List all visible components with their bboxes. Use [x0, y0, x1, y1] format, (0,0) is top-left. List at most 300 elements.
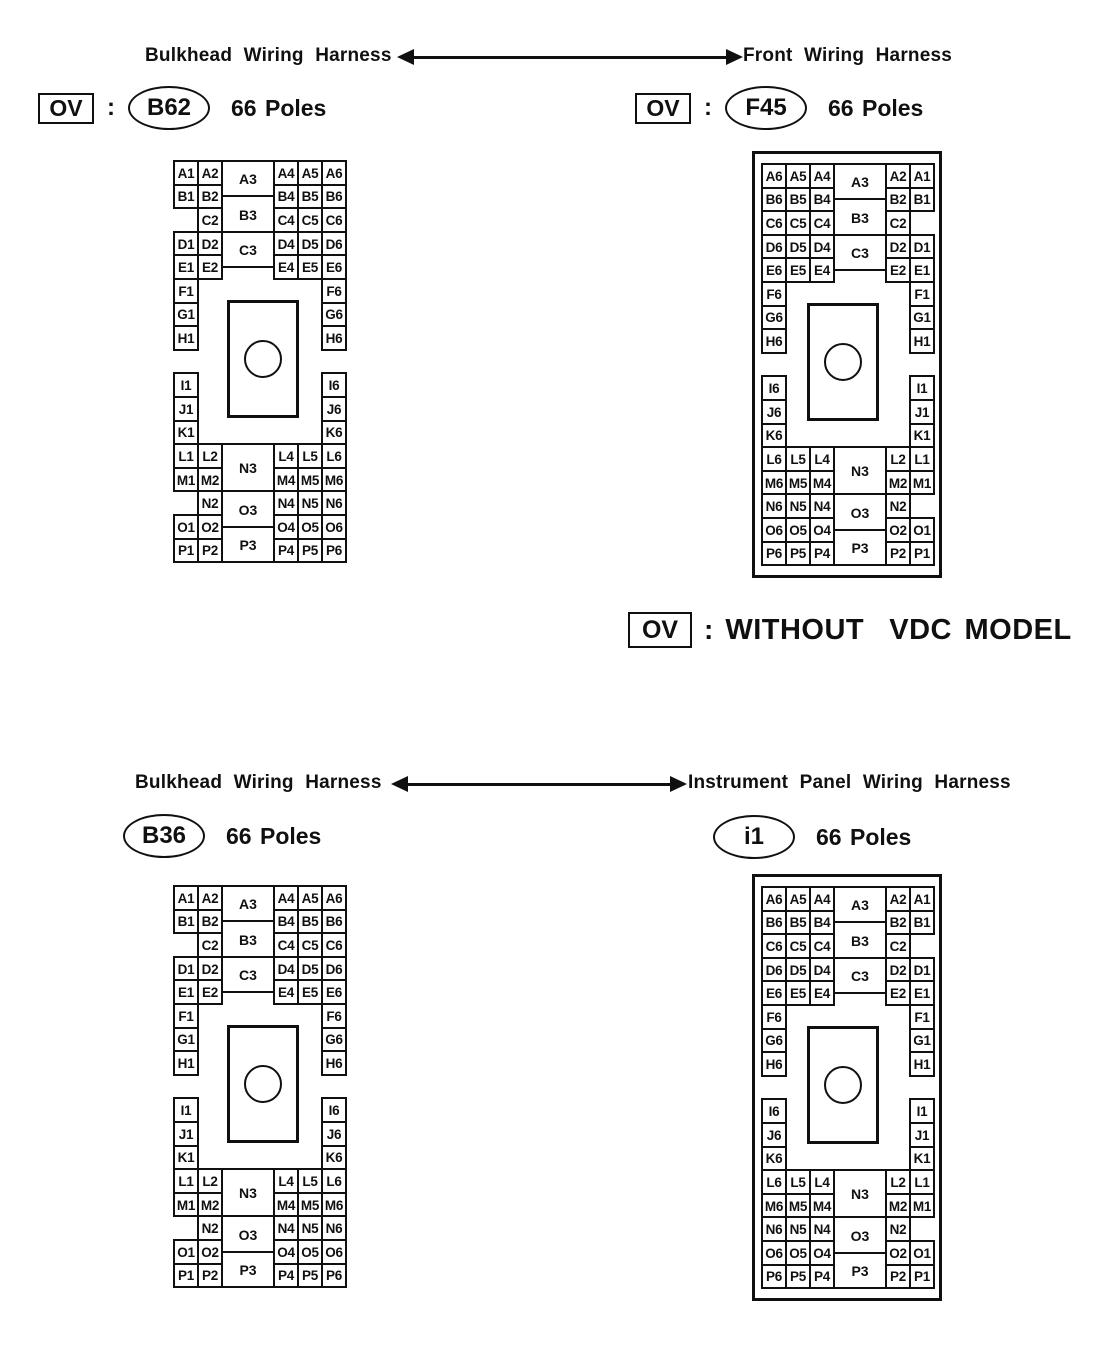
pin-f6: F6	[761, 281, 787, 307]
pin-a6: A6	[761, 886, 787, 912]
pin-j1: J1	[173, 1121, 199, 1147]
pin-b6: B6	[761, 187, 787, 213]
pin-p2: P2	[197, 538, 223, 564]
pin-g6: G6	[761, 1028, 787, 1054]
pin-p5: P5	[297, 1263, 323, 1289]
bulkhead-harness-label-top: Bulkhead Wiring Harness	[145, 45, 392, 66]
pin-c6: C6	[321, 932, 347, 958]
pin-d2: D2	[885, 957, 911, 983]
pin-o6: O6	[761, 1240, 787, 1266]
pin-d4: D4	[273, 231, 299, 257]
pin-o2: O2	[197, 1239, 223, 1265]
pin-h6: H6	[761, 328, 787, 354]
connector-code-oval-b36: B36	[123, 814, 205, 858]
pin-l2: L2	[197, 443, 223, 469]
pin-c6: C6	[761, 210, 787, 236]
pin-g1: G1	[909, 1028, 935, 1054]
pin-p4: P4	[273, 1263, 299, 1289]
pin-o2: O2	[885, 1240, 911, 1266]
pin-i6: I6	[321, 372, 347, 398]
connector-code-oval-f45: F45	[725, 86, 807, 130]
pin-f1: F1	[909, 1004, 935, 1030]
pin-n2: N2	[197, 1215, 223, 1241]
pin-p2: P2	[885, 541, 911, 567]
pin-n4: N4	[273, 1215, 299, 1241]
pin-h6: H6	[761, 1051, 787, 1077]
pin-n4: N4	[273, 490, 299, 516]
guide-hole-circle	[824, 1066, 862, 1104]
pin-p5: P5	[785, 541, 811, 567]
pin-g1: G1	[173, 302, 199, 328]
poles-count-label: 66 Poles	[231, 94, 327, 121]
pin-o4: O4	[273, 514, 299, 540]
pin-b3: B3	[833, 921, 887, 958]
pin-b6: B6	[321, 909, 347, 935]
ov-variant-box: OV	[628, 612, 692, 648]
pin-l1: L1	[909, 446, 935, 472]
pin-o5: O5	[785, 517, 811, 543]
pin-n2: N2	[885, 493, 911, 519]
pin-n6: N6	[321, 490, 347, 516]
pin-p1: P1	[909, 1264, 935, 1290]
pin-h6: H6	[321, 1050, 347, 1076]
pin-j1: J1	[909, 399, 935, 425]
pin-e1: E1	[909, 980, 935, 1006]
pin-j1: J1	[909, 1122, 935, 1148]
pin-l4: L4	[809, 446, 835, 472]
pin-n3: N3	[833, 446, 887, 495]
pin-d1: D1	[909, 234, 935, 260]
pin-o1: O1	[173, 1239, 199, 1265]
pin-m1: M1	[909, 470, 935, 496]
pin-o5: O5	[297, 1239, 323, 1265]
pin-b4: B4	[809, 187, 835, 213]
pin-l5: L5	[785, 1169, 811, 1195]
pin-f1: F1	[173, 278, 199, 304]
pin-o2: O2	[885, 517, 911, 543]
pin-c4: C4	[809, 210, 835, 236]
pin-l5: L5	[297, 443, 323, 469]
pin-b1: B1	[173, 909, 199, 935]
instrument-panel-harness-label: Instrument Panel Wiring Harness	[688, 772, 1011, 793]
pin-d2: D2	[885, 234, 911, 260]
pin-b6: B6	[321, 184, 347, 210]
pin-a4: A4	[273, 160, 299, 186]
pin-d5: D5	[297, 956, 323, 982]
pin-d2: D2	[197, 956, 223, 982]
pin-n4: N4	[809, 493, 835, 519]
pin-a2: A2	[197, 885, 223, 911]
pin-i6: I6	[761, 375, 787, 401]
pin-m1: M1	[173, 1192, 199, 1218]
pin-c2: C2	[197, 932, 223, 958]
pin-k1: K1	[173, 420, 199, 446]
pin-d6: D6	[761, 957, 787, 983]
pin-e1: E1	[909, 257, 935, 283]
pin-a3: A3	[221, 885, 275, 922]
pin-a6: A6	[761, 163, 787, 189]
pin-a5: A5	[785, 886, 811, 912]
pin-p4: P4	[273, 538, 299, 564]
pin-l6: L6	[761, 1169, 787, 1195]
pin-b4: B4	[273, 909, 299, 935]
pin-e6: E6	[761, 980, 787, 1006]
pin-b5: B5	[297, 184, 323, 210]
double-headed-arrow-top	[412, 56, 728, 59]
pinout-grid-i1	[761, 886, 933, 1287]
pin-d1: D1	[909, 957, 935, 983]
guide-hole-circle	[824, 343, 862, 381]
pin-o3: O3	[221, 490, 275, 527]
pin-i6: I6	[321, 1097, 347, 1123]
pin-f6: F6	[321, 1003, 347, 1029]
pin-l5: L5	[297, 1168, 323, 1194]
pin-k1: K1	[909, 1146, 935, 1172]
pin-d2: D2	[197, 231, 223, 257]
pin-n5: N5	[785, 1216, 811, 1242]
colon-separator: :	[704, 94, 712, 121]
pin-e1: E1	[173, 979, 199, 1005]
pin-a1: A1	[909, 886, 935, 912]
connector-body-outline	[807, 1026, 879, 1144]
pin-a6: A6	[321, 160, 347, 186]
connector-code-oval-b62: B62	[128, 86, 210, 130]
pin-m5: M5	[785, 1193, 811, 1219]
pin-b4: B4	[809, 910, 835, 936]
pin-h6: H6	[321, 325, 347, 351]
pin-e5: E5	[785, 257, 811, 283]
pin-k1: K1	[909, 423, 935, 449]
pin-g6: G6	[321, 302, 347, 328]
pin-i1: I1	[173, 1097, 199, 1123]
pin-b4: B4	[273, 184, 299, 210]
pin-g6: G6	[321, 1027, 347, 1053]
pin-j6: J6	[321, 1121, 347, 1147]
pin-l6: L6	[761, 446, 787, 472]
pin-a1: A1	[173, 885, 199, 911]
pin-p3: P3	[221, 1251, 275, 1288]
pin-c5: C5	[785, 210, 811, 236]
pin-e4: E4	[273, 979, 299, 1005]
pin-l1: L1	[173, 443, 199, 469]
pin-o3: O3	[833, 1216, 887, 1253]
pin-n5: N5	[785, 493, 811, 519]
pin-o5: O5	[785, 1240, 811, 1266]
pin-e2: E2	[885, 257, 911, 283]
pin-p4: P4	[809, 1264, 835, 1290]
pin-m1: M1	[173, 467, 199, 493]
pin-l1: L1	[173, 1168, 199, 1194]
pinout-grid-b36	[173, 885, 345, 1286]
pin-f1: F1	[909, 281, 935, 307]
pin-p6: P6	[321, 1263, 347, 1289]
pin-e1: E1	[173, 254, 199, 280]
pin-l6: L6	[321, 1168, 347, 1194]
pin-a4: A4	[809, 886, 835, 912]
pin-e2: E2	[197, 254, 223, 280]
pin-o1: O1	[909, 517, 935, 543]
pin-b1: B1	[173, 184, 199, 210]
pin-o6: O6	[321, 514, 347, 540]
pin-a2: A2	[885, 163, 911, 189]
pin-c3: C3	[221, 956, 275, 993]
pin-i6: I6	[761, 1098, 787, 1124]
pin-f1: F1	[173, 1003, 199, 1029]
pin-p5: P5	[785, 1264, 811, 1290]
pin-c3: C3	[221, 231, 275, 268]
pin-l6: L6	[321, 443, 347, 469]
pin-c2: C2	[885, 210, 911, 236]
double-headed-arrow-bottom	[406, 783, 672, 786]
pin-g1: G1	[909, 305, 935, 331]
pin-k6: K6	[321, 1145, 347, 1171]
pin-c3: C3	[833, 234, 887, 271]
pin-a5: A5	[297, 885, 323, 911]
pin-l4: L4	[809, 1169, 835, 1195]
pin-i1: I1	[909, 1098, 935, 1124]
pin-a5: A5	[785, 163, 811, 189]
pin-b2: B2	[197, 909, 223, 935]
pin-j1: J1	[173, 396, 199, 422]
guide-hole-circle	[244, 1065, 282, 1103]
pin-k1: K1	[173, 1145, 199, 1171]
pin-h1: H1	[173, 1050, 199, 1076]
pin-g1: G1	[173, 1027, 199, 1053]
pin-m4: M4	[809, 470, 835, 496]
pin-b2: B2	[197, 184, 223, 210]
pinout-grid-f45	[761, 163, 933, 564]
connector-body-outline	[227, 300, 299, 418]
pin-b1: B1	[909, 910, 935, 936]
pin-a2: A2	[885, 886, 911, 912]
pin-n4: N4	[809, 1216, 835, 1242]
pin-i1: I1	[909, 375, 935, 401]
pin-n5: N5	[297, 490, 323, 516]
pin-o1: O1	[909, 1240, 935, 1266]
pin-p1: P1	[173, 1263, 199, 1289]
pin-c5: C5	[297, 932, 323, 958]
pin-p2: P2	[885, 1264, 911, 1290]
connector-code-oval-i1: i1	[713, 815, 795, 859]
pin-m6: M6	[321, 467, 347, 493]
pin-e4: E4	[809, 980, 835, 1006]
pin-l4: L4	[273, 443, 299, 469]
pin-e5: E5	[785, 980, 811, 1006]
pin-n2: N2	[885, 1216, 911, 1242]
pin-p6: P6	[761, 1264, 787, 1290]
pin-b5: B5	[297, 909, 323, 935]
pin-n5: N5	[297, 1215, 323, 1241]
connector-id-row-b62	[38, 86, 326, 130]
pin-a3: A3	[833, 886, 887, 923]
pin-d6: D6	[321, 956, 347, 982]
pin-d6: D6	[761, 234, 787, 260]
vdc-model-note	[628, 612, 1072, 648]
pin-d4: D4	[809, 957, 835, 983]
pin-i1: I1	[173, 372, 199, 398]
pin-m6: M6	[761, 470, 787, 496]
bulkhead-harness-label-bottom: Bulkhead Wiring Harness	[135, 772, 382, 793]
pin-c4: C4	[273, 932, 299, 958]
poles-count-label: 66 Poles	[226, 822, 322, 849]
pin-j6: J6	[761, 399, 787, 425]
pin-c2: C2	[197, 207, 223, 233]
pin-c6: C6	[321, 207, 347, 233]
pin-d4: D4	[809, 234, 835, 260]
pin-m2: M2	[885, 470, 911, 496]
pin-l2: L2	[197, 1168, 223, 1194]
colon-separator: :	[704, 614, 714, 645]
pin-p4: P4	[809, 541, 835, 567]
pin-o5: O5	[297, 514, 323, 540]
pin-n2: N2	[197, 490, 223, 516]
pin-a5: A5	[297, 160, 323, 186]
pin-c2: C2	[885, 933, 911, 959]
pin-e5: E5	[297, 979, 323, 1005]
pin-p5: P5	[297, 538, 323, 564]
pin-a4: A4	[273, 885, 299, 911]
pin-b2: B2	[885, 910, 911, 936]
pin-m5: M5	[297, 1192, 323, 1218]
pin-d1: D1	[173, 231, 199, 257]
pin-b5: B5	[785, 187, 811, 213]
pin-b3: B3	[221, 195, 275, 232]
pin-d5: D5	[785, 234, 811, 260]
ov-variant-box: OV	[635, 93, 691, 124]
connector-id-row-b36	[123, 814, 321, 858]
pin-m5: M5	[297, 467, 323, 493]
pin-d6: D6	[321, 231, 347, 257]
pin-e6: E6	[321, 979, 347, 1005]
pin-a1: A1	[909, 163, 935, 189]
pin-p3: P3	[833, 529, 887, 566]
pin-a3: A3	[221, 160, 275, 197]
pin-m4: M4	[809, 1193, 835, 1219]
pin-m2: M2	[197, 467, 223, 493]
pin-k6: K6	[321, 420, 347, 446]
pin-h1: H1	[909, 328, 935, 354]
pin-d5: D5	[785, 957, 811, 983]
pin-n3: N3	[833, 1169, 887, 1218]
pin-k6: K6	[761, 1146, 787, 1172]
pin-b1: B1	[909, 187, 935, 213]
front-harness-label: Front Wiring Harness	[743, 45, 953, 66]
pin-l4: L4	[273, 1168, 299, 1194]
pin-e4: E4	[809, 257, 835, 283]
pin-f6: F6	[321, 278, 347, 304]
pin-g6: G6	[761, 305, 787, 331]
pin-h1: H1	[173, 325, 199, 351]
pin-c5: C5	[785, 933, 811, 959]
pin-b2: B2	[885, 187, 911, 213]
pin-o3: O3	[833, 493, 887, 530]
pin-a4: A4	[809, 163, 835, 189]
pin-c3: C3	[833, 957, 887, 994]
pin-c4: C4	[809, 933, 835, 959]
pin-d4: D4	[273, 956, 299, 982]
connector-outline-i1	[752, 874, 942, 1301]
pin-o6: O6	[761, 517, 787, 543]
pin-l2: L2	[885, 446, 911, 472]
pin-f6: F6	[761, 1004, 787, 1030]
pin-b3: B3	[833, 198, 887, 235]
pin-l5: L5	[785, 446, 811, 472]
pin-c4: C4	[273, 207, 299, 233]
pin-c5: C5	[297, 207, 323, 233]
pin-m5: M5	[785, 470, 811, 496]
pin-d5: D5	[297, 231, 323, 257]
connector-id-row-f45	[635, 86, 923, 130]
pin-n6: N6	[761, 1216, 787, 1242]
pin-n6: N6	[761, 493, 787, 519]
pin-p6: P6	[761, 541, 787, 567]
connector-body-outline	[807, 303, 879, 421]
pin-a3: A3	[833, 163, 887, 200]
pin-o1: O1	[173, 514, 199, 540]
pin-n6: N6	[321, 1215, 347, 1241]
pin-e6: E6	[761, 257, 787, 283]
pin-a6: A6	[321, 885, 347, 911]
connector-body-outline	[227, 1025, 299, 1143]
pin-e4: E4	[273, 254, 299, 280]
pin-m4: M4	[273, 467, 299, 493]
pin-a1: A1	[173, 160, 199, 186]
pin-p6: P6	[321, 538, 347, 564]
pin-p1: P1	[173, 538, 199, 564]
pin-l2: L2	[885, 1169, 911, 1195]
pin-o2: O2	[197, 514, 223, 540]
pin-e5: E5	[297, 254, 323, 280]
pin-m1: M1	[909, 1193, 935, 1219]
pinout-grid-b62	[173, 160, 345, 561]
pin-m2: M2	[197, 1192, 223, 1218]
vdc-note-text: WITHOUT VDC MODEL	[725, 613, 1072, 646]
pin-j6: J6	[321, 396, 347, 422]
pin-p2: P2	[197, 1263, 223, 1289]
pin-o6: O6	[321, 1239, 347, 1265]
pin-c6: C6	[761, 933, 787, 959]
pin-o3: O3	[221, 1215, 275, 1252]
pin-a2: A2	[197, 160, 223, 186]
guide-hole-circle	[244, 340, 282, 378]
poles-count-label: 66 Poles	[828, 94, 924, 121]
poles-count-label: 66 Poles	[816, 823, 912, 850]
pin-o4: O4	[273, 1239, 299, 1265]
pin-m2: M2	[885, 1193, 911, 1219]
pin-n3: N3	[221, 443, 275, 492]
pin-j6: J6	[761, 1122, 787, 1148]
connector-id-row-i1	[713, 814, 911, 860]
pin-b6: B6	[761, 910, 787, 936]
pin-o4: O4	[809, 1240, 835, 1266]
pin-m6: M6	[321, 1192, 347, 1218]
ov-variant-box: OV	[38, 93, 94, 124]
connector-outline-f45	[752, 151, 942, 578]
pin-l1: L1	[909, 1169, 935, 1195]
pin-p3: P3	[221, 526, 275, 563]
pin-p1: P1	[909, 541, 935, 567]
pin-o4: O4	[809, 517, 835, 543]
pin-m6: M6	[761, 1193, 787, 1219]
pin-p3: P3	[833, 1252, 887, 1289]
pin-k6: K6	[761, 423, 787, 449]
pin-e2: E2	[885, 980, 911, 1006]
pin-e2: E2	[197, 979, 223, 1005]
pin-h1: H1	[909, 1051, 935, 1077]
pin-b3: B3	[221, 920, 275, 957]
pin-n3: N3	[221, 1168, 275, 1217]
colon-separator: :	[107, 94, 115, 121]
